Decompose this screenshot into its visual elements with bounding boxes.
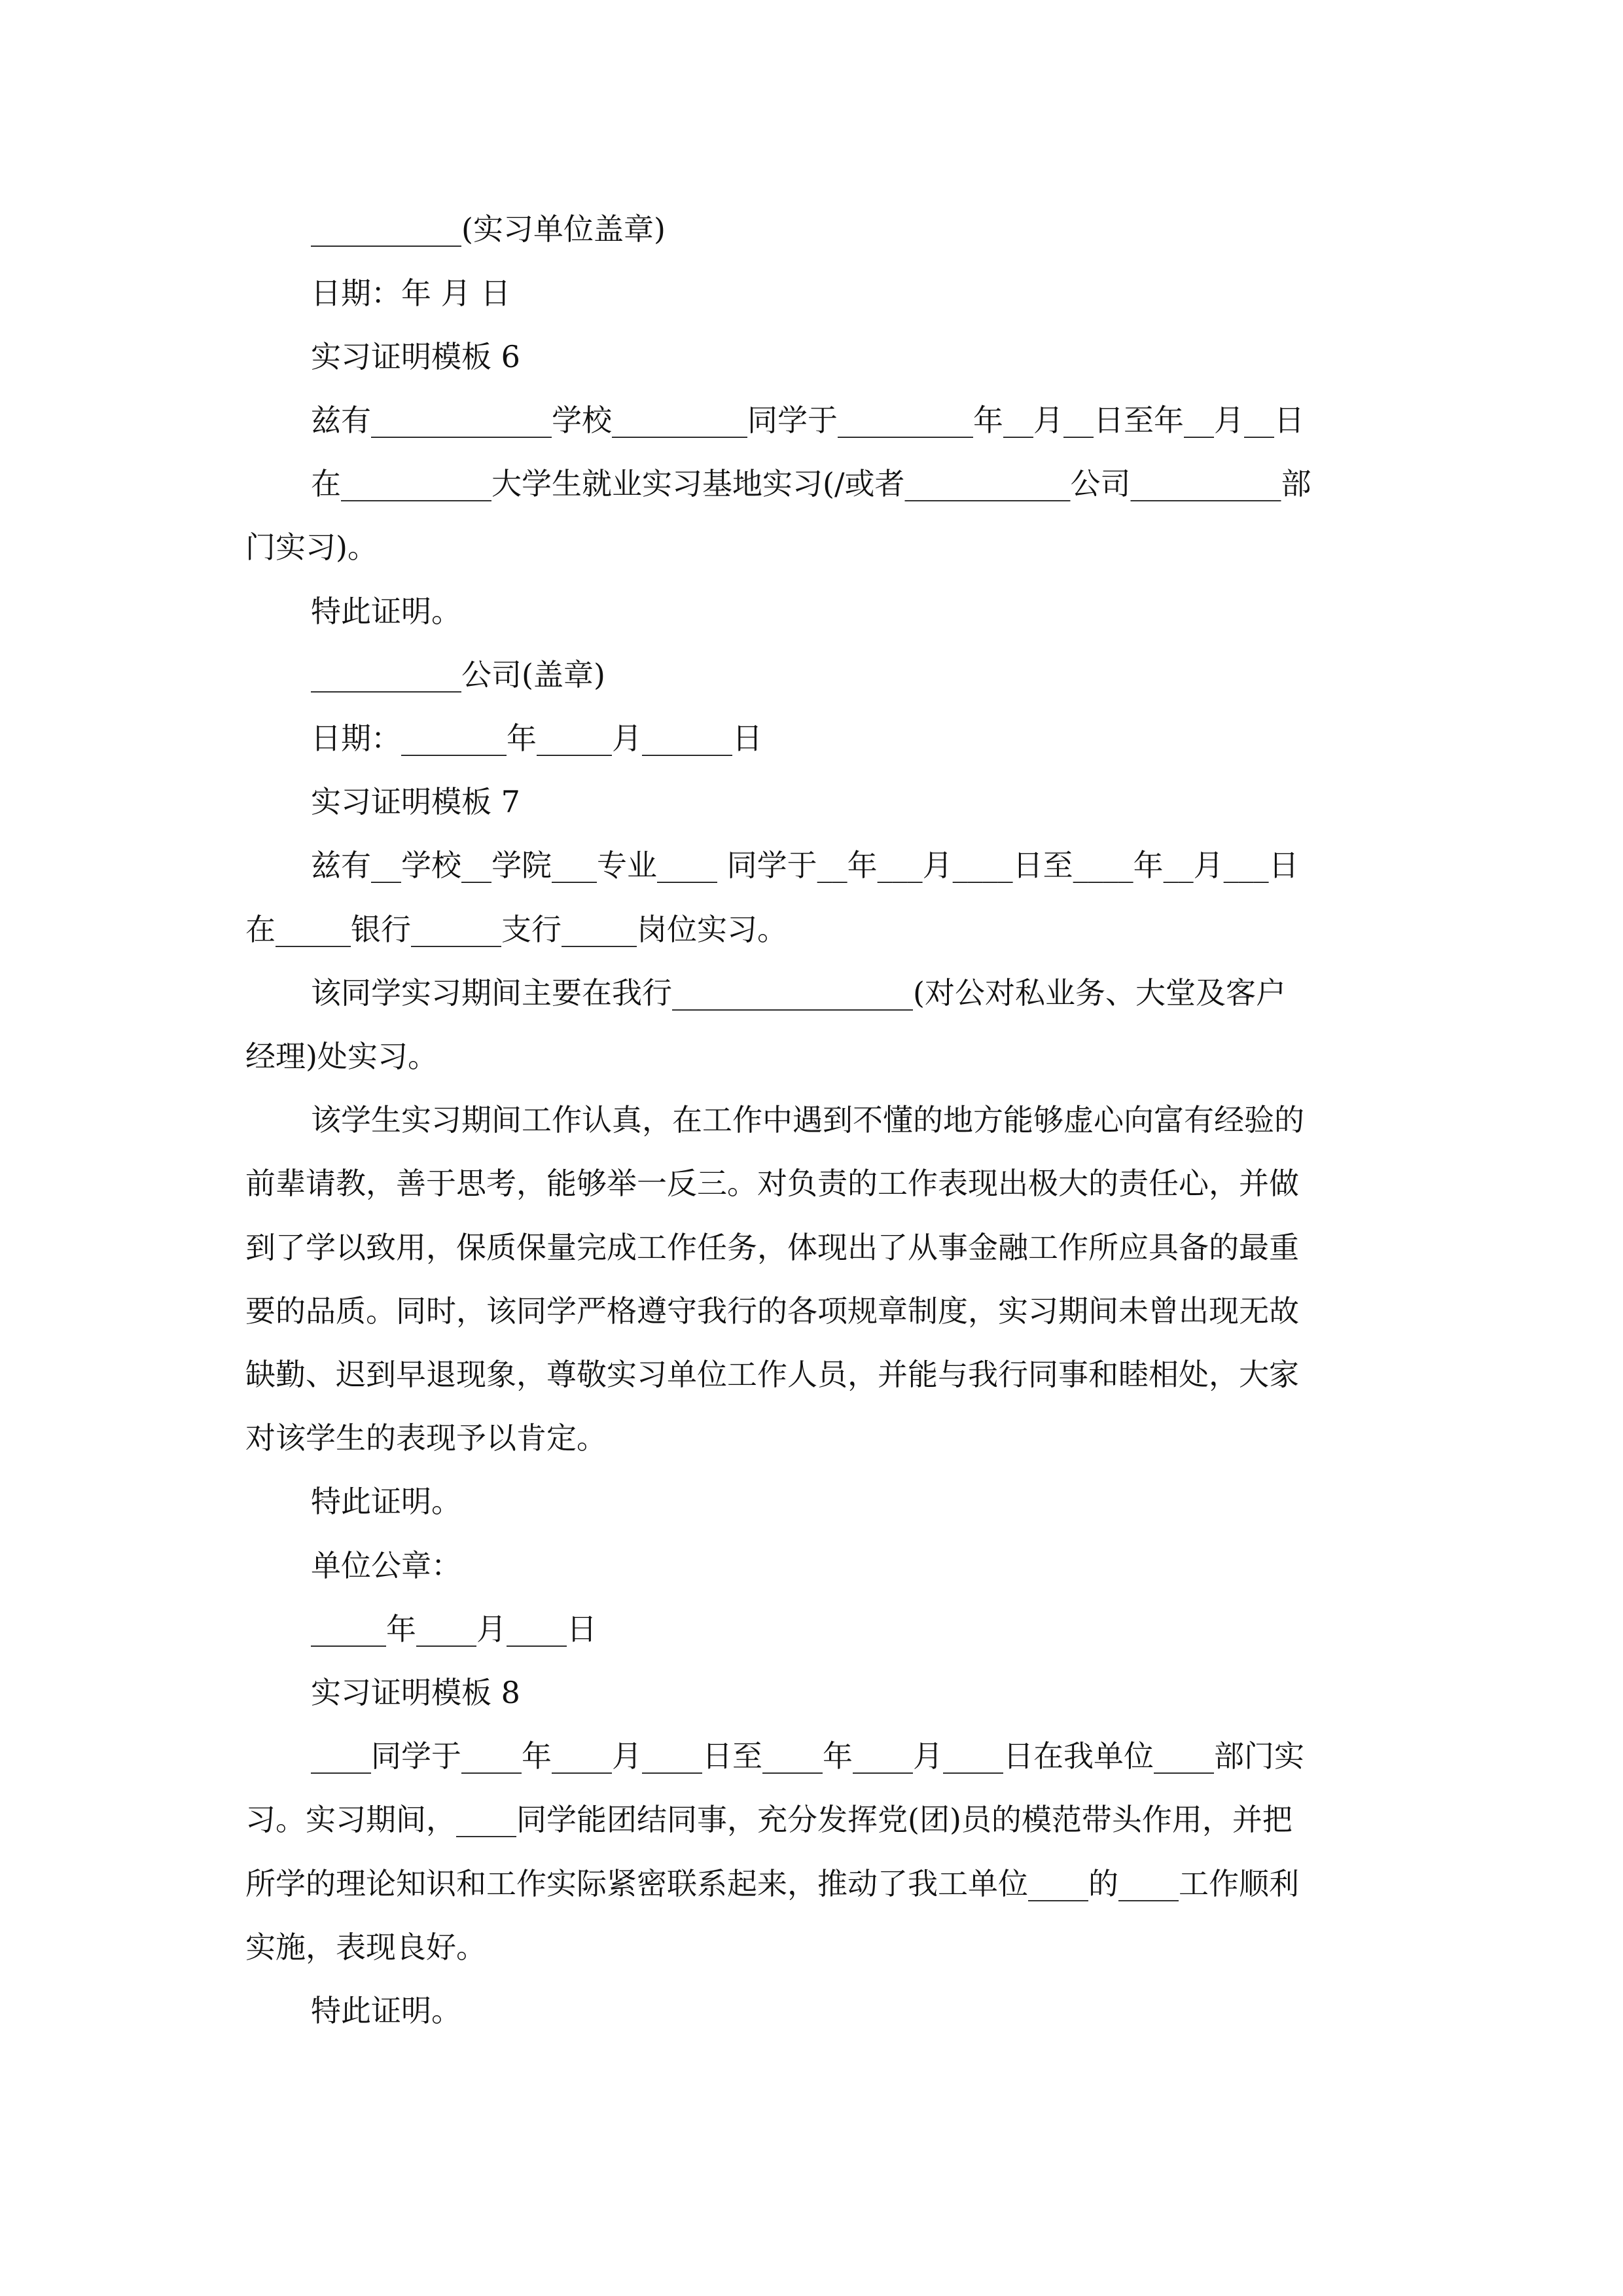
template-6-heading: 实习证明模板 6 [311,339,520,374]
template-7-paragraph2-line-1: 该同学实习期间主要在我行________________(对公对私业务、大堂及客户 [311,975,1286,1011]
template-7-date: _____年____月____日 [311,1611,597,1647]
template-7-paragraph3-line-1: 该学生实习期间工作认真，在工作中遇到不懂的地方能够虚心向富有经验的 [311,1102,1304,1138]
template-8-paragraph-line-2: 习。实习期间，____同学能团结同事，充分发挥党(团)员的模范带头作用，并把 [245,1802,1293,1837]
template-8-certify: 特此证明。 [311,1993,461,2028]
template-7-paragraph3-line-2: 前辈请教，善于思考，能够举一反三。对负责的工作表现出极大的责任心，并做 [245,1166,1299,1201]
template-7-certify: 特此证明。 [311,1484,461,1519]
template-7-heading: 实习证明模板 7 [311,784,520,819]
template-6-date: 日期：_______年_____月______日 [311,721,762,756]
seal-line: __________(实习单位盖章) [311,211,666,247]
template-6-paragraph-line-3: 门实习)。 [245,529,378,565]
template-8-paragraph-line-1: ____同学于____年____月____日至____年____月____日在我单位____部门实 [311,1738,1304,1774]
template-7-paragraph3-line-5: 缺勤、迟到早退现象，尊敬实习单位工作人员，并能与我行同事和睦相处，大家 [245,1357,1299,1392]
template-6-paragraph-line-2: 在__________大学生就业实习基地实习(/或者___________公司__________部 [311,466,1311,501]
template-6-paragraph-line-1: 兹有____________学校_________同学于_________年__月__日至年__月__日 [311,403,1304,438]
template-7-paragraph2-line-2: 经理)处实习。 [245,1039,438,1074]
template-7-paragraph-line-2: 在_____银行______支行_____岗位实习。 [245,912,787,947]
template-7-paragraph-line-1: 兹有__学校__学院___专业____ 同学于__年___月____日至____年__月___日 [311,848,1299,883]
template-6-company-seal: __________公司(盖章) [311,657,605,692]
date-line: 日期：年 月 日 [311,276,511,311]
template-7-paragraph3-line-4: 要的品质。同时，该同学严格遵守我行的各项规章制度，实习期间未曾出现无故 [245,1293,1299,1329]
template-8-paragraph-line-4: 实施，表现良好。 [245,1929,486,1965]
template-8-heading: 实习证明模板 8 [311,1675,520,1710]
template-7-unit-seal: 单位公章： [311,1548,461,1583]
template-7-paragraph3-line-6: 对该学生的表现予以肯定。 [245,1420,607,1456]
template-8-paragraph-line-3: 所学的理论知识和工作实际紧密联系起来，推动了我工单位____的____工作顺利 [245,1866,1299,1901]
template-6-certify: 特此证明。 [311,594,461,629]
template-7-paragraph3-line-3: 到了学以致用，保质保量完成工作任务，体现出了从事金融工作所应具备的最重 [245,1230,1299,1265]
